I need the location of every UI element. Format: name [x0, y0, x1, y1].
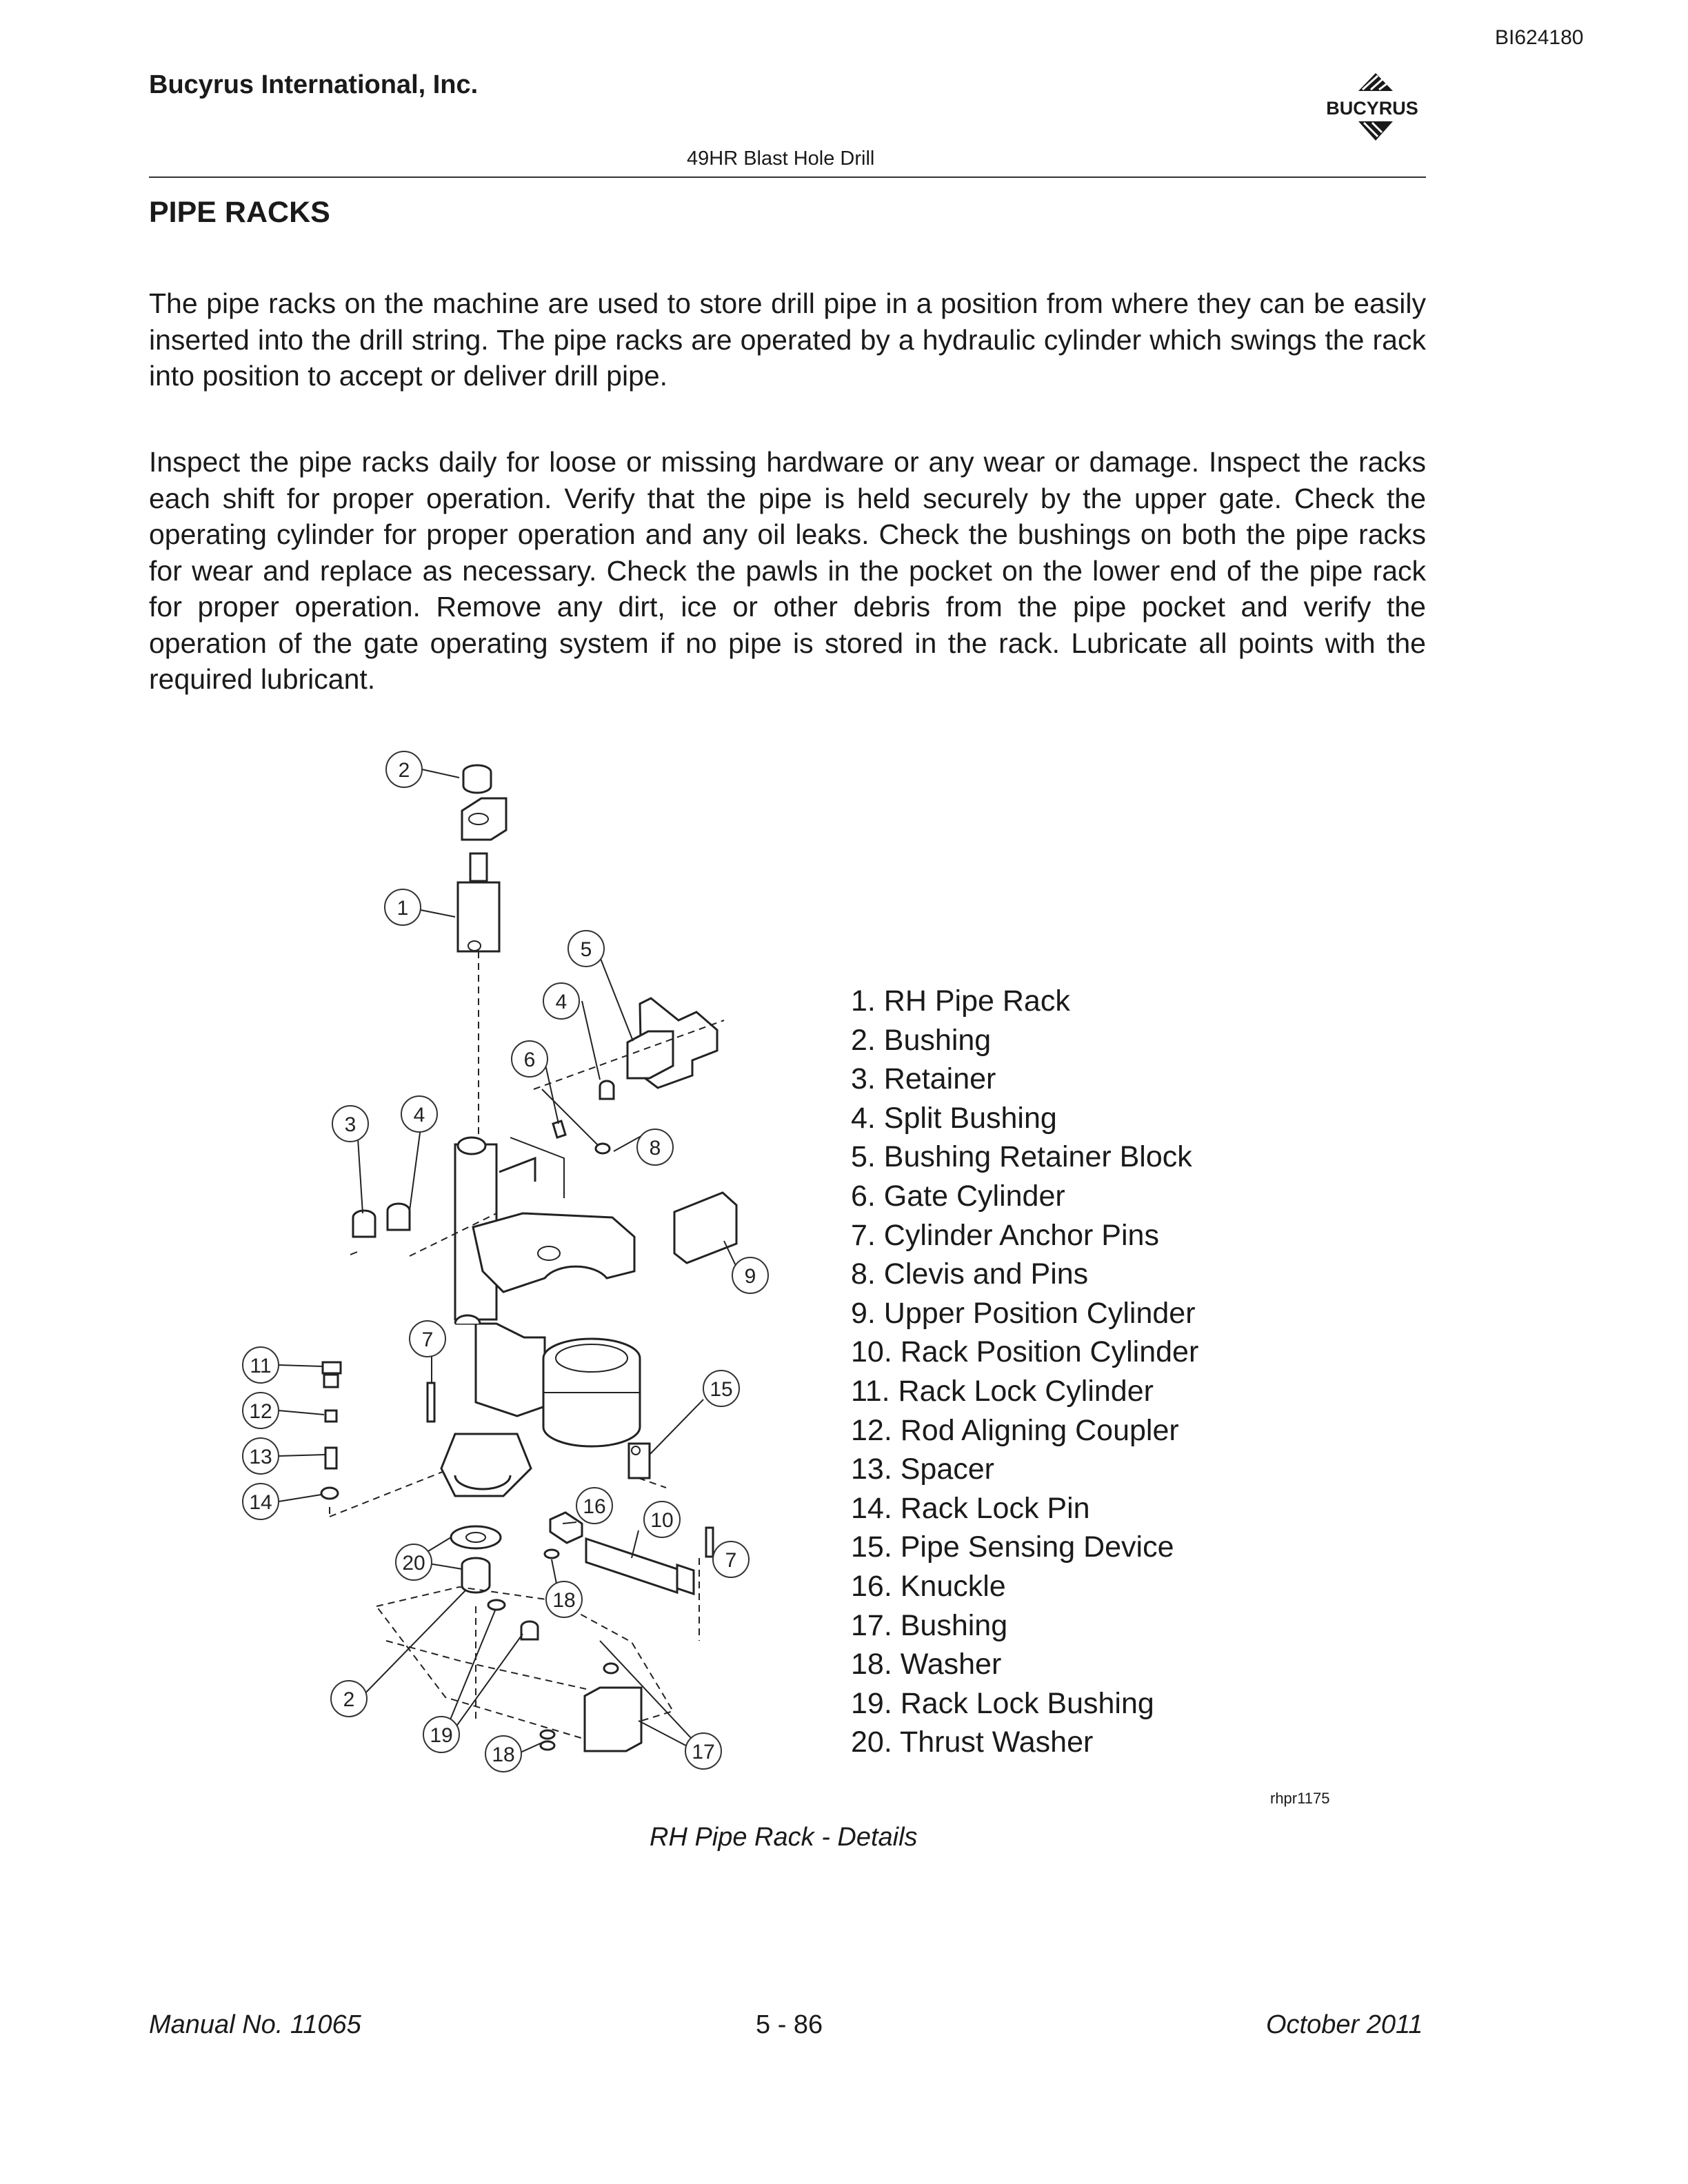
- document-subtitle: 49HR Blast Hole Drill: [687, 148, 875, 170]
- svg-text:5: 5: [580, 938, 592, 961]
- parts-list-item: 6. Gate Cylinder: [851, 1179, 1065, 1213]
- footer-date: October 2011: [1266, 2010, 1423, 2039]
- svg-text:18: 18: [492, 1743, 515, 1766]
- svg-text:16: 16: [583, 1495, 606, 1518]
- callout-7-lower: [713, 1541, 749, 1577]
- callout-6: [512, 1041, 547, 1077]
- callout-19: [423, 1717, 459, 1752]
- svg-text:10: 10: [650, 1509, 674, 1532]
- callout-18-upper: [546, 1581, 582, 1617]
- callout-11: [243, 1347, 279, 1383]
- callout-3: [332, 1106, 368, 1142]
- svg-text:19: 19: [430, 1724, 453, 1747]
- logo-wordmark: BUCYRUS: [1326, 98, 1418, 119]
- callout-20: [396, 1544, 432, 1580]
- callout-7-upper: [410, 1321, 445, 1357]
- section-title: PIPE RACKS: [149, 196, 330, 229]
- callout-2-lower: [331, 1681, 367, 1717]
- callout-10: [644, 1502, 680, 1537]
- logo-top-mark: [1358, 73, 1393, 91]
- parts-list-item: 2. Bushing: [851, 1023, 992, 1057]
- svg-text:2: 2: [398, 759, 410, 782]
- parts-list-item: 7. Cylinder Anchor Pins: [851, 1218, 1159, 1252]
- svg-text:20: 20: [402, 1552, 425, 1575]
- parts-list-item: 3. Retainer: [851, 1062, 996, 1096]
- svg-text:15: 15: [710, 1378, 733, 1401]
- svg-text:1: 1: [396, 897, 409, 920]
- callout-12: [243, 1393, 279, 1428]
- svg-text:14: 14: [249, 1491, 272, 1514]
- svg-text:18: 18: [552, 1589, 576, 1612]
- parts-list-item: 18. Washer: [851, 1648, 1002, 1681]
- svg-text:7: 7: [421, 1328, 434, 1351]
- callout-2-top: [386, 751, 422, 787]
- parts-list-item: 5. Bushing Retainer Block: [851, 1140, 1192, 1174]
- footer-manual-number: Manual No. 11065: [149, 2010, 361, 2039]
- figure-code: rhpr1175: [1270, 1790, 1330, 1807]
- company-name: Bucyrus International, Inc.: [149, 70, 479, 99]
- parts-list-item: 16. Knuckle: [851, 1569, 1006, 1603]
- parts-list-item: 11. Rack Lock Cylinder: [851, 1374, 1154, 1408]
- callout-17: [685, 1733, 721, 1769]
- parts-list-item: 12. Rod Aligning Coupler: [851, 1413, 1179, 1447]
- parts-list: [851, 982, 1198, 1762]
- parts-list-item: 13. Spacer: [851, 1453, 994, 1486]
- svg-text:6: 6: [523, 1049, 536, 1071]
- svg-text:2: 2: [343, 1688, 355, 1711]
- svg-text:4: 4: [555, 991, 567, 1013]
- svg-text:11: 11: [250, 1355, 272, 1377]
- svg-text:8: 8: [649, 1137, 661, 1160]
- header-divider: [149, 176, 1426, 178]
- inspection-paragraph: Inspect the pipe racks daily for loose or missing hardware or any wear or damage. Inspect the racks each shift for proper operation. Verify that the pipe is held securely by the upper gate. Check the operating cylinder for proper operation and any oil leaks. Check the bushings on both the pipe racks for wear and replace as necessary. Check the pawls in the pocket on the lower end of the pipe rack for proper operation. Remove any dirt, ice or other debris from the pipe pocket and verify the operation of the gate operating system if no pipe is stored in the rack. Lubricate all points with the required lubricant.: [149, 446, 1426, 695]
- callout-13: [243, 1438, 279, 1474]
- logo-bottom-mark: [1358, 121, 1393, 141]
- callout-18-lower: [485, 1736, 521, 1772]
- callout-9: [732, 1257, 768, 1293]
- callout-4-upper: [543, 983, 579, 1019]
- document-id: BI624180: [1495, 26, 1584, 49]
- svg-text:12: 12: [249, 1400, 272, 1423]
- parts-list-item: 14. Rack Lock Pin: [851, 1491, 1090, 1525]
- callout-15: [703, 1371, 739, 1406]
- svg-text:3: 3: [344, 1113, 356, 1136]
- parts-list-item: 4. Split Bushing: [851, 1101, 1057, 1135]
- svg-text:17: 17: [692, 1741, 715, 1763]
- callout-16: [576, 1488, 612, 1524]
- svg-text:9: 9: [744, 1265, 756, 1288]
- parts-list-item: 10. Rack Position Cylinder: [851, 1335, 1199, 1369]
- svg-text:13: 13: [249, 1446, 272, 1468]
- svg-text:7: 7: [725, 1549, 737, 1572]
- parts-list-item: 20. Thrust Washer: [851, 1726, 1094, 1759]
- footer-page-number: 5 - 86: [756, 2010, 823, 2039]
- parts-list-item: 1. RH Pipe Rack: [851, 984, 1070, 1018]
- parts-list-item: 8. Clevis and Pins: [851, 1257, 1089, 1291]
- svg-text:4: 4: [413, 1104, 425, 1126]
- bucyrus-logo: [1310, 69, 1434, 152]
- callout-14: [243, 1484, 279, 1519]
- parts-list-item: 9. Upper Position Cylinder: [851, 1296, 1196, 1330]
- parts-list-item: 15. Pipe Sensing Device: [851, 1530, 1174, 1564]
- callout-1: [385, 889, 421, 925]
- callout-5: [568, 931, 604, 967]
- intro-paragraph: The pipe racks on the machine are used to store drill pipe in a position from where they can be easily inserted into the drill string. The pipe racks are operated by a hydraulic cylinder which swings the rack into position to accept or deliver drill pipe.: [149, 287, 1426, 392]
- parts-list-item: 19. Rack Lock Bushing: [851, 1686, 1154, 1720]
- callout-4-lower: [401, 1096, 437, 1132]
- figure-caption: RH Pipe Rack - Details: [650, 1823, 918, 1852]
- parts-list-item: 17. Bushing: [851, 1608, 1008, 1642]
- diagram-line-art: [321, 765, 736, 1751]
- callout-8: [637, 1129, 673, 1165]
